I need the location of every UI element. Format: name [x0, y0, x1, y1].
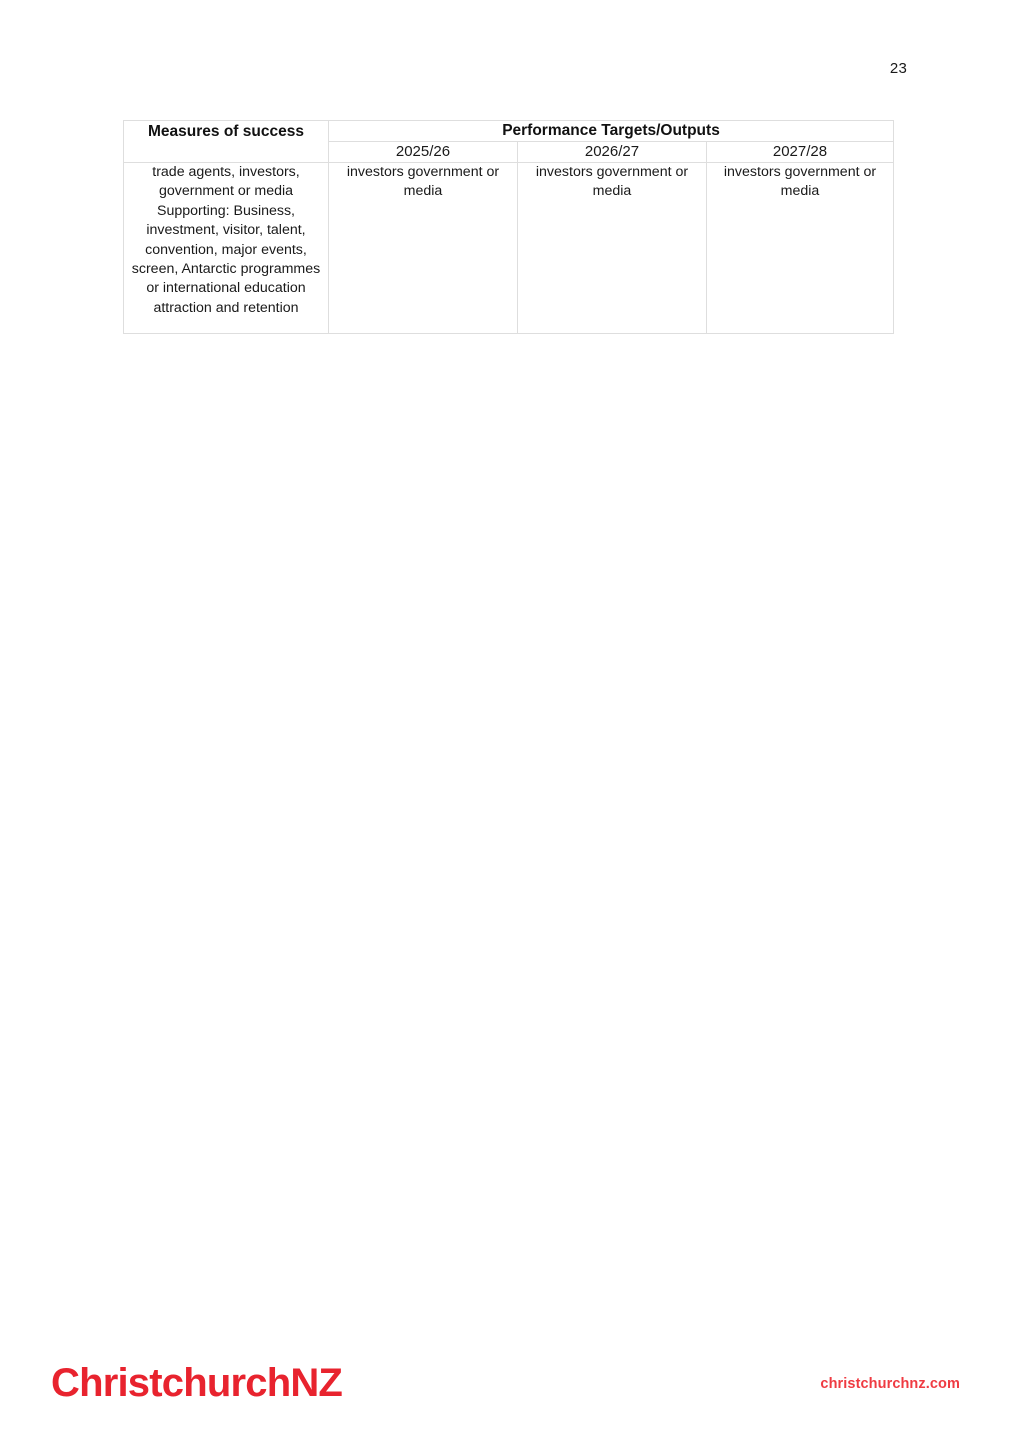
- column-header-year-2027-28: 2027/28: [707, 142, 894, 163]
- cell-target-2025-26: investors government or media: [329, 163, 518, 334]
- website-url-link[interactable]: christchurchnz.com: [820, 1376, 960, 1392]
- column-header-measures-of-success: Measures of success: [124, 121, 329, 163]
- page-footer: [0, 1313, 1012, 1433]
- cell-measures-of-success: trade agents, investors, government or media Supporting: Business, investment, visitor, talent, convention, major events, screen, Antarctic programmes or international education attraction and retention: [124, 163, 329, 334]
- performance-targets-table: [123, 120, 894, 334]
- page-number: 23: [889, 60, 907, 77]
- table-header-row-primary: [124, 121, 894, 142]
- column-header-year-2025-26: 2025/26: [329, 142, 518, 163]
- table-body: [124, 163, 894, 334]
- table-row: [124, 163, 894, 334]
- cell-target-2027-28: investors government or media: [707, 163, 894, 334]
- cell-target-2026-27: investors government or media: [518, 163, 707, 334]
- column-header-performance-targets-outputs: Performance Targets/Outputs: [329, 121, 894, 142]
- performance-table-container: [123, 120, 893, 334]
- column-header-year-2026-27: 2026/27: [518, 142, 707, 163]
- table-header: [124, 121, 894, 163]
- christchurchnz-logo: ChristchurchNZ: [51, 1361, 343, 1405]
